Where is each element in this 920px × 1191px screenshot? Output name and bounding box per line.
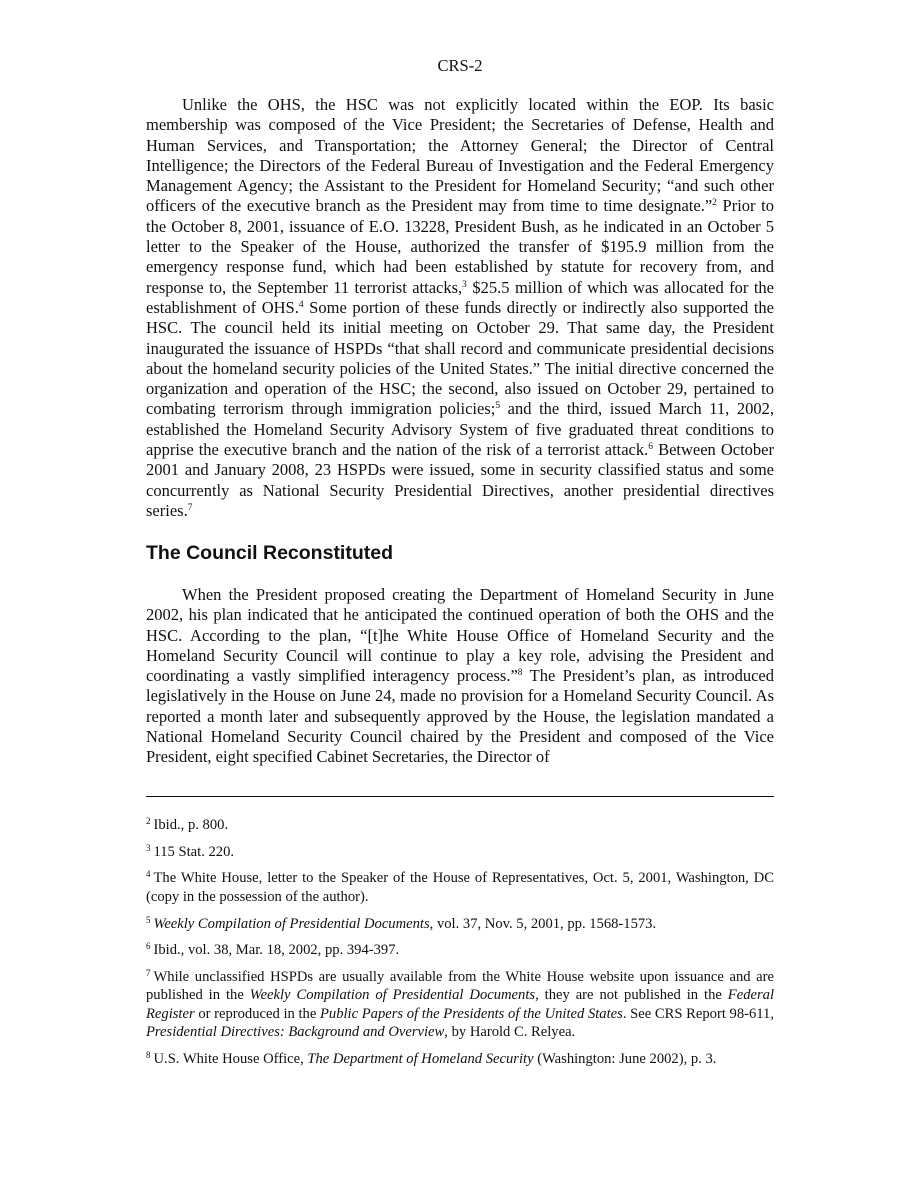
footnote-text: , by Harold C. Relyea. — [444, 1024, 576, 1041]
footnote-text: Ibid., p. 800. — [153, 817, 229, 833]
footnotes-section — [146, 816, 774, 1077]
footnote-text: , they are not published in the — [535, 987, 728, 1004]
paragraph-text: When the President proposed creating the Department of Homeland Security in June 2002, his plan indicated that he anticipated the continued operation of both the OHS and the HSC. According to the plan, “[t]he White House Office of Homeland Security and the Homeland Security Council will continue to play a key role, advising the President and coordinating a vastly simplified interagency process.” — [146, 585, 774, 686]
footnote-number: 4 — [146, 869, 151, 880]
paragraph-text: and the third, issued March 11, 2002, established the Homeland Security Advisory System of five graduated threat conditions to apprise the executive branch and the nation of the risk of a terrorist attack. — [146, 399, 774, 460]
footnote-ref-2[interactable]: 2 — [712, 198, 717, 209]
footnote-number: 2 — [146, 816, 151, 826]
footnote-7 — [146, 968, 774, 1042]
footnote-6 — [146, 941, 774, 960]
footnote-text: , vol. 37, Nov. 5, 2001, pp. 1568-1573. — [429, 915, 657, 932]
footnote-title: Weekly Compilation of Presidential Documents — [249, 987, 536, 1004]
body-paragraph-1 — [146, 95, 774, 521]
footnote-title: Public Papers of the Presidents of the United States — [319, 1005, 623, 1022]
footnote-number: 8 — [146, 1050, 151, 1061]
footnote-text: While unclassified HSPDs are usually available from the White House website upon issuance and are published in the — [146, 968, 774, 1004]
footnote-title: Federal Register — [146, 987, 774, 1022]
footnote-text: (Washington: June 2002), p. 3. — [533, 1051, 717, 1068]
footnote-text: Ibid., vol. 38, Mar. 18, 2002, pp. 394-397. — [153, 942, 400, 959]
footnote-ref-5[interactable]: 5 — [495, 401, 501, 412]
paragraph-text: Some portion of these funds directly or indirectly also supported the HSC. The council held its initial meeting on October 29. That same day, the President inaugurated the issuance of HSPDs “that shall record and communicate presidential decisions about the homeland security policies of the United States.” The initial directive concerned the organization and operation of the HSC; the second, also issued on October 29, pertained to combating terrorism through immigration policies; — [146, 297, 774, 419]
paragraph-text: $25.5 million of which was allocated for the establishment of OHS. — [146, 277, 774, 317]
footnote-text: . See CRS Report 98-611, — [622, 1005, 774, 1022]
page-number-header: CRS-2 — [437, 56, 483, 75]
footnote-number: 6 — [146, 941, 151, 952]
footnote-divider — [146, 796, 774, 797]
paragraph-text: Unlike the OHS, the HSC was not explicitly located within the EOP. Its basic membership was composed of the Vice President; the Secretaries of Defense, Health and Human Services, and Transportation; the Attorney General; the Director of Central Intelligence; the Directors of the Federal Bureau of Investigation and the Federal Emergency Management Agency; the Assistant to the President for Homeland Security; “and such other officers of the executive branch as the President may from time to time designate.” — [146, 95, 774, 216]
footnote-text: 115 Stat. 220. — [153, 843, 235, 860]
footnote-number: 7 — [146, 967, 151, 978]
paragraph-text: The President’s plan, as introduced legislatively in the House on June 24, made no provision for a Homeland Security Council. As reported a month later and subsequently approved by the House, the legislation mandated a National Homeland Security Council chaired by the President and composed of the Vice President, eight specified Cabinet Secretaries, the Director of — [146, 666, 775, 767]
footnote-2 — [146, 816, 774, 835]
footnote-ref-3[interactable]: 3 — [462, 279, 467, 290]
footnote-ref-4[interactable]: 4 — [298, 299, 304, 310]
footnote-ref-8[interactable]: 8 — [517, 668, 523, 679]
footnote-number: 5 — [146, 914, 151, 925]
footnote-title: Presidential Directives: Background and Overview — [146, 1024, 445, 1041]
footnote-8 — [146, 1050, 774, 1069]
footnote-ref-6[interactable]: 6 — [648, 442, 654, 453]
footnote-text: The White House, letter to the Speaker of the House of Representatives, Oct. 5, 2001, Washington, DC (copy in the possession of the author). — [146, 870, 774, 905]
footnote-text: or reproduced in the — [194, 1005, 320, 1022]
footnote-3 — [146, 843, 774, 862]
footnote-title: The Department of Homeland Security — [307, 1051, 534, 1068]
paragraph-text: Prior to the October 8, 2001, issuance of E.O. 13228, President Bush, as he indicated in an October 5 letter to the Speaker of the House, authorized the transfer of $195.9 million from the emergency response fund, which had been established by statute for recovery from, and response to, the September 11 terrorist attacks, — [146, 196, 774, 297]
footnote-ref-7[interactable]: 7 — [187, 502, 193, 513]
footnote-4 — [146, 869, 774, 906]
section-heading: The Council Reconstituted — [146, 542, 394, 564]
footnote-text: U.S. White House Office, — [153, 1051, 308, 1068]
body-paragraph-2 — [146, 585, 774, 768]
footnote-5 — [146, 915, 774, 934]
footnote-title: Weekly Compilation of Presidential Documents — [153, 915, 430, 932]
footnote-number: 3 — [146, 842, 151, 853]
paragraph-text: Between October 2001 and January 2008, 23 HSPDs were issued, some in security classified status and some concurrently as National Security Presidential Directives, another presidential directives series. — [146, 440, 774, 520]
